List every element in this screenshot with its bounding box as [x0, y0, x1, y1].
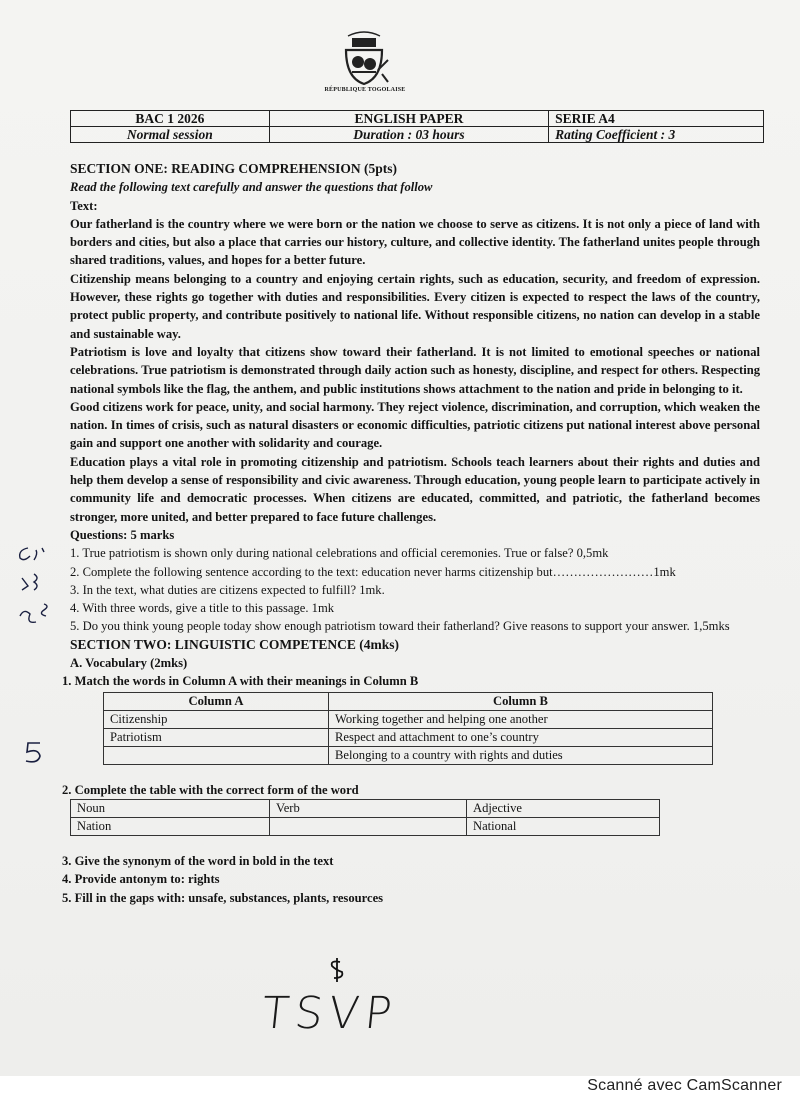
match-table — [103, 692, 713, 765]
column-header: Column B — [329, 692, 713, 710]
question: 1. True patriotism is shown only during national celebrations and official ceremonies. True or false? 0,5mk — [70, 546, 609, 561]
scanner-footer — [0, 1076, 800, 1098]
header-session: Normal session — [71, 127, 270, 143]
paragraph: Citizenship means belonging to a country and enjoying certain rights, such as education, security, and freedom of expression. However, these rights go together with duties and responsibilities. Every citizen is expected to respect the laws of the country, protect public property, and contribute positively to national life. Without responsible citizens, no nation can develop in a stable and sustainable way. — [70, 271, 760, 341]
table-row — [104, 728, 713, 746]
table-cell: National — [467, 817, 660, 835]
antonym-question: 4. Provide antonym to: rights — [62, 872, 220, 887]
table-cell: Respect and attachment to one’s country — [329, 728, 713, 746]
handwritten-score-icon — [22, 740, 46, 766]
header-duration: Duration : 03 hours — [269, 127, 548, 143]
handwritten-dollar-icon — [326, 956, 348, 984]
paragraph: Good citizens work for peace, unity, and social harmony. They reject violence, discrimination, and corruption, which weaken the nation. In times of crisis, such as natural disasters or economic difficulties, patriotic citizens put national interest above personal gain and support one another with solidarity and courage. — [70, 399, 760, 451]
header-row — [71, 127, 764, 143]
table-cell: Patriotism — [104, 728, 329, 746]
table-header-row — [71, 799, 660, 817]
table-cell: Nation — [71, 817, 270, 835]
table-header-row — [104, 692, 713, 710]
section-two-title: SECTION TWO: LINGUISTIC COMPETENCE (4mks) — [70, 636, 400, 652]
question: 4. With three words, give a title to this passage. 1mk — [70, 601, 335, 616]
reading-instruction: Read the following text carefully and answer the questions that follow — [70, 180, 433, 195]
togo-coat-of-arms-icon — [338, 26, 390, 88]
header-row — [71, 111, 764, 127]
question: 2. Complete the following sentence according to the text: education never harms citizenship but……………………1mk — [70, 564, 676, 579]
question: 3. In the text, what duties are citizens expected to fulfill? 1mk. — [70, 582, 385, 597]
table-row — [104, 746, 713, 764]
paragraph: Patriotism is love and loyalty that citizens show toward their fatherland. It is not limited to emotional speeches or national celebrations. True patriotism is demonstrated through daily action such as honesty, discipline, and respect for others. Respecting national symbols like the flag, the anthem, and public institutions shows attachment to the nation and pride in belonging to it. — [70, 344, 760, 396]
exam-content — [62, 160, 760, 907]
column-header: Column A — [104, 692, 329, 710]
vocabulary-title: A. Vocabulary (2mks) — [70, 656, 188, 671]
handwritten-tsvp: TSVP — [259, 988, 401, 1039]
word-form-instruction: 2. Complete the table with the correct form of the word — [62, 782, 359, 797]
table-cell: Working together and helping one another — [329, 710, 713, 728]
paragraph: Education plays a vital role in promoting citizenship and patriotism. Schools teach learners about their rights and duties and help them develop a sense of responsibility and civic awareness. Through education, young people learn to participate actively in community life and democratic processes. When citizens are educated, committed, and patriotic, the fatherland becomes stronger, more united, and better prepared to face future challenges. — [70, 454, 760, 524]
word-form-table — [70, 799, 660, 836]
text-label: Text: — [70, 198, 98, 213]
column-header: Noun — [71, 799, 270, 817]
section-one-title: SECTION ONE: READING COMPREHENSION (5pts) — [70, 161, 398, 176]
table-row — [104, 710, 713, 728]
column-header: Verb — [270, 799, 467, 817]
paragraph: Our fatherland is the country where we were born or the nation we choose to serve as citizens. It is not only a piece of land with borders and cities, but also a place that carries our history, culture, and collective identity. The fatherland unites people through shared traditions, values, and hopes for a better future. — [70, 216, 760, 268]
header-coefficient: Rating Coefficient : 3 — [549, 127, 764, 143]
camscanner-watermark: Scanné avec CamScanner — [587, 1077, 782, 1094]
match-instruction: 1. Match the words in Column A with their meanings in Column B — [62, 674, 419, 689]
header-subject: ENGLISH PAPER — [269, 111, 548, 127]
republic-label: RÉPUBLIQUE TOGOLAISE — [324, 87, 406, 93]
fill-gaps-question: 5. Fill in the gaps with: unsafe, substances, plants, resources — [62, 890, 384, 905]
header-serie: SERIE A4 — [549, 111, 764, 127]
table-cell: Citizenship — [104, 710, 329, 728]
table-cell: Belonging to a country with rights and duties — [329, 746, 713, 764]
synonym-question: 3. Give the synonym of the word in bold in the text — [62, 853, 334, 868]
table-cell — [104, 746, 329, 764]
column-header: Adjective — [467, 799, 660, 817]
exam-header-table — [70, 110, 764, 143]
question: 5. Do you think young people today show enough patriotism toward their fatherland? Give reasons to support your answer. 1,5mks — [70, 619, 730, 634]
table-row — [71, 817, 660, 835]
header-exam: BAC 1 2026 — [71, 111, 270, 127]
table-cell — [270, 817, 467, 835]
handwritten-margin-marks-icon — [14, 544, 50, 644]
questions-title: Questions: 5 marks — [70, 527, 175, 542]
